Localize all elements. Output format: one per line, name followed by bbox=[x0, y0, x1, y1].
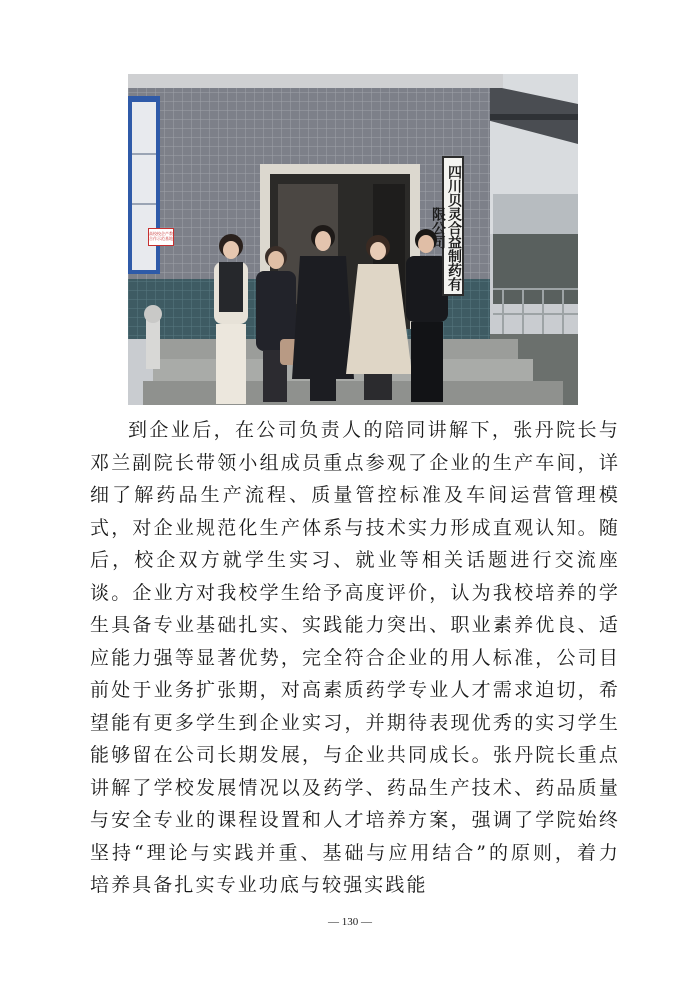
article-body bbox=[90, 414, 620, 902]
notice-plaque: 高校校企产教合作示范基地 bbox=[148, 228, 174, 246]
group-photo bbox=[128, 74, 578, 405]
page-number: — 130 — bbox=[328, 916, 372, 928]
article-paragraph: 到企业后，在公司负责人的陪同讲解下，张丹院长与邓兰副院长带领小组成员重点参观了企业的生产车间，详细了解药品生产流程、质量管控标准及车间运营管理模式，对企业规范化生产体系与技术实力形成直观认知。随后，校企双方就学生实习、就业等相关话题进行交流座谈。企业方对我校学生给予高度评价，认为我校培养的学生具备专业基础扎实、实践能力突出、职业素养优良、适应能力强等显著优势，完全符合企业的用人标准，公司目前处于业务扩张期，对高素质药学专业人才需求迫切，希望能有更多学生到企业实习，并期待表现优秀的实习学生能够留在公司长期发展，与企业共同成长。张丹院长重点讲解了学校发展情况以及药学、药品生产技术、药品质量与安全专业的课程设置和人才培养方案，强调了学院始终坚持“理论与实践并重、基础与应用结合”的原则，着力培养具备扎实专业功底与较强实践能 bbox=[90, 419, 620, 896]
company-sign: 四川贝灵合益制药有限公司 bbox=[442, 156, 464, 296]
photo-scene bbox=[128, 74, 578, 405]
